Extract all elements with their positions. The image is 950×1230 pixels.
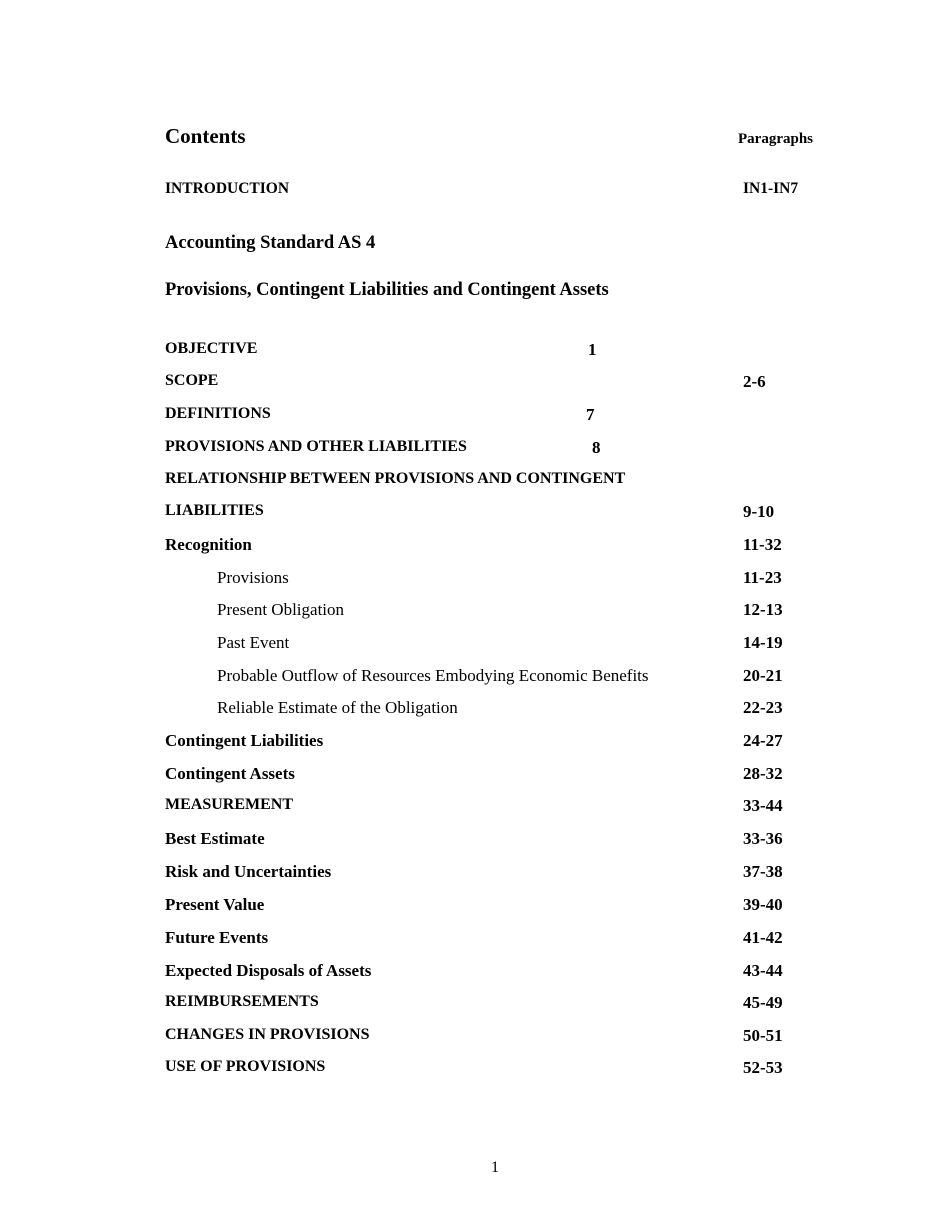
toc-entry-paragraph-ref: 22-23 xyxy=(743,698,783,717)
toc-entry-paragraph-ref: 50-51 xyxy=(743,1026,783,1045)
toc-entry-paragraph-ref: 52-53 xyxy=(743,1058,783,1077)
toc-entry-label: Provisions xyxy=(217,568,289,587)
toc-entry-paragraph-ref: 39-40 xyxy=(743,895,783,914)
toc-entry-paragraph-ref: 43-44 xyxy=(743,961,783,980)
toc-entry xyxy=(165,470,825,494)
toc-entry xyxy=(165,666,825,690)
toc-entry xyxy=(165,372,825,396)
toc-entry-label: Reliable Estimate of the Obligation xyxy=(217,698,458,717)
toc-entry xyxy=(165,438,825,462)
toc-entry-paragraph-ref: 28-32 xyxy=(743,764,783,783)
toc-entry-label: Risk and Uncertainties xyxy=(165,862,332,881)
toc-entry-paragraph-ref: 33-44 xyxy=(743,796,783,815)
introduction-label: INTRODUCTION xyxy=(165,180,290,197)
standard-title: Accounting Standard AS 4 xyxy=(165,233,376,253)
toc-entry xyxy=(165,731,825,755)
toc-entry-paragraph-ref: 41-42 xyxy=(743,928,783,947)
toc-entry-label: Best Estimate xyxy=(165,829,265,848)
toc-entry-label: LIABILITIES xyxy=(165,502,264,519)
toc-entry xyxy=(165,502,825,526)
toc-entry xyxy=(165,862,825,886)
toc-entry-label: Recognition xyxy=(165,535,252,554)
toc-entry-label: DEFINITIONS xyxy=(165,405,271,422)
toc-entry-label: Future Events xyxy=(165,928,269,947)
toc-entry-paragraph-ref: 37-38 xyxy=(743,862,783,881)
toc-entry-paragraph-ref: 24-27 xyxy=(743,731,783,750)
page-number: 1 xyxy=(491,1159,499,1176)
paragraphs-column-label: Paragraphs xyxy=(738,131,813,147)
toc-entry-label: MEASUREMENT xyxy=(165,796,294,813)
standard-subtitle: Provisions, Contingent Liabilities and Contingent Assets xyxy=(165,280,609,300)
toc-entry xyxy=(165,600,825,624)
toc-entry-label: SCOPE xyxy=(165,372,219,389)
toc-entry-label: Present Value xyxy=(165,895,265,914)
toc-entry xyxy=(165,829,825,853)
toc-entry xyxy=(165,698,825,722)
toc-entry-label: Present Obligation xyxy=(217,600,345,619)
toc-entry-paragraph-ref: 33-36 xyxy=(743,829,783,848)
toc-entry-paragraph-ref: 8 xyxy=(592,438,601,457)
toc-entry xyxy=(165,535,825,559)
toc-entry xyxy=(165,764,825,788)
toc-entry xyxy=(165,961,825,985)
toc-entry-paragraph-ref: 11-23 xyxy=(743,568,782,587)
toc-entry-paragraph-ref: 9-10 xyxy=(743,502,775,521)
toc-entry xyxy=(165,405,825,429)
toc-entry xyxy=(165,1058,825,1082)
contents-title: Contents xyxy=(165,124,246,148)
toc-entry-paragraph-ref: 2-6 xyxy=(743,372,766,391)
toc-entry xyxy=(165,340,825,364)
toc-entry-label: Expected Disposals of Assets xyxy=(165,961,372,980)
toc-entry xyxy=(165,928,825,952)
toc-entry xyxy=(165,1026,825,1050)
toc-entry xyxy=(165,895,825,919)
toc-entry-label: REIMBURSEMENTS xyxy=(165,993,319,1010)
toc-entry-label: CHANGES IN PROVISIONS xyxy=(165,1026,370,1043)
toc-entry xyxy=(165,993,825,1017)
toc-entry-paragraph-ref: 7 xyxy=(586,405,595,424)
introduction-ref: IN1-IN7 xyxy=(743,180,799,197)
toc-entry-label: PROVISIONS AND OTHER LIABILITIES xyxy=(165,438,467,455)
toc-entry-label: Contingent Liabilities xyxy=(165,731,324,750)
toc-entry-paragraph-ref: 1 xyxy=(588,340,597,359)
toc-entry-label: Past Event xyxy=(217,633,290,652)
toc-entry xyxy=(165,633,825,657)
toc-entry-label: Probable Outflow of Resources Embodying Economic Benefits xyxy=(217,666,649,685)
toc-entry-paragraph-ref: 14-19 xyxy=(743,633,783,652)
toc-entry-label: Contingent Assets xyxy=(165,764,295,783)
toc-entry xyxy=(165,568,825,592)
toc-entry-paragraph-ref: 20-21 xyxy=(743,666,783,685)
toc-entry-label: OBJECTIVE xyxy=(165,340,258,357)
toc-entry-label: USE OF PROVISIONS xyxy=(165,1058,326,1075)
toc-entry-paragraph-ref: 45-49 xyxy=(743,993,783,1012)
toc-entry-paragraph-ref: 12-13 xyxy=(743,600,783,619)
toc-entry-label: RELATIONSHIP BETWEEN PROVISIONS AND CONTINGENT xyxy=(165,470,626,487)
toc-entry-paragraph-ref: 11-32 xyxy=(743,535,782,554)
toc-entry xyxy=(165,796,825,820)
